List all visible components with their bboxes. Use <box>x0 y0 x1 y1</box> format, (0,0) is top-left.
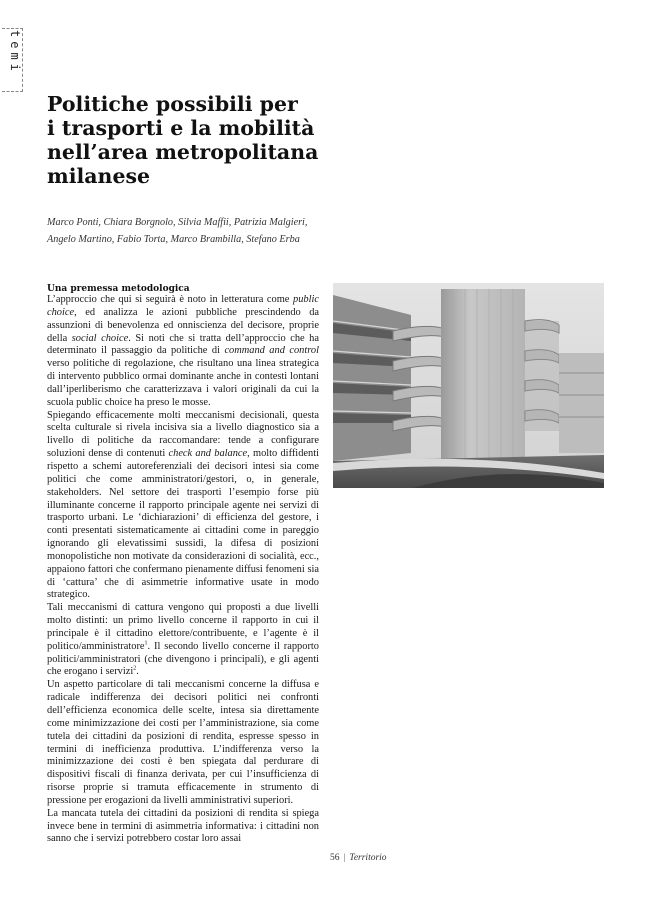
italic-term: check and balance <box>168 448 248 460</box>
title-line: nell’area metropolitana <box>47 140 319 164</box>
authors-line: Marco Ponti, Chiara Borgnolo, Silvia Maffii, Patrizia Malgieri, <box>47 217 308 228</box>
article-title <box>47 92 377 188</box>
photo-illustration <box>333 283 604 488</box>
text-run: . <box>136 666 139 678</box>
text-run: , ed analizza le azioni pubbliche prescindendo da assunzioni di benevolenza ed onniscienza del decisore, proprie della <box>47 306 319 344</box>
text-run: Un aspetto particolare di tali meccanismi concerne la diffusa e radicale indifferenza dei decisori politici nei confronti dell’efficienza economica delle scelte, intesa sia direttamente come minimizzazione dei costi per l’amministrazione, sia come tutela dei cittadini da posizioni di rendita, espresse spesso in termini di inefficienza produttiva. L’indifferenza verso la minimizzazione dei costi è ben spiegata dal perdurare di dispositivi fiscali di finanza derivata, per cui l’insufficienza di risorse proprie si tramuta efficacemente in strumento di pressione per erogazioni da livelli amministrativi superiori. <box>47 679 319 806</box>
text-run: Spiegando efficacemente molti meccanismi decisionali, questa scelta culturale si rivela incisiva sia a livello diagnostico sia a livello di politiche da raccomandare: tende a configurare soluzioni dense di contenuti <box>47 409 319 460</box>
authors <box>47 214 347 248</box>
title-line: i trasporti e la mobilità <box>47 116 315 140</box>
footnote-ref[interactable]: 1 <box>144 640 148 647</box>
footnote-ref[interactable]: 2 <box>133 666 137 672</box>
parking-garage-photo <box>333 283 604 488</box>
paragraph <box>47 410 319 603</box>
paragraph <box>47 679 319 807</box>
paragraph <box>47 808 319 847</box>
authors-line: Angelo Martino, Fabio Torta, Marco Brambilla, Stefano Erba <box>47 234 300 245</box>
magazine-name: Territorio <box>349 853 387 863</box>
paragraph <box>47 294 319 410</box>
paragraph <box>47 602 319 679</box>
page-number: 56 <box>330 853 340 863</box>
italic-term: command and control <box>224 345 319 357</box>
section-heading: Una premessa metodologica <box>47 284 190 294</box>
text-run: , molto diffidenti rispetto a schemi autoreferenziali dei decisori intesi sia come politici che come amministratori/gestori, o, in generale, stakeholders. Nel settore dei trasporti l’esempio forse più illuminante concerne il rapporto principale agente nei servizi di trasporto urbani. Le ‘dichiarazioni’ di efficienza del gestore, i conti presentati sistematicamente ai cittadini come in pareggio ignorando gli elevatissimi sussidi, la difesa di posizioni monopolistiche non motivate da considerazioni di socialità, ecc., appaiono fattori che confermano pienamente diffusi fenomeni sia di ‘cattura’ che di asimmetrie informative usate in modo strategico. <box>47 448 319 601</box>
text-run: L’approccio che qui si seguirà è noto in letteratura come <box>47 294 294 305</box>
italic-term: social choice <box>71 332 129 344</box>
page-footer <box>330 853 387 863</box>
text-run: . Si noti che si tratta dell’approccio che ha determinato il passaggio da politiche di <box>47 332 319 357</box>
body-text <box>47 294 319 846</box>
text-run: Tali meccanismi di cattura vengono qui proposti a due livelli molto distinti: un primo livello concerne il rapporto in cui il principale è il cittadino elettore/contribuente, e l’agente è il politico/amministratore <box>47 602 319 652</box>
section-tab: temi <box>8 30 22 75</box>
footer-separator: | <box>343 853 346 863</box>
text-run: . Il secondo livello concerne il rapporto politici/amministratori (che divengono i principali), e gli agenti che erogano i servizi <box>47 640 319 678</box>
text-run: verso politiche di regolazione, che risultano una linea strategica di intervento pubblico ormai dominante anche in contesti lontani dall’iperliberismo che caratterizzava i valori originali da cui la scuola public choice ha preso le mosse. <box>47 358 319 408</box>
italic-term: public choice <box>47 294 319 318</box>
title-line: Politiche possibili per <box>47 92 298 116</box>
title-line: milanese <box>47 164 151 188</box>
text-run: La mancata tutela dei cittadini da posizioni di rendita si spiega invece bene in termini di asimmetria informativa: i cittadini non sanno che i servizi potrebbero costar loro assai <box>47 807 319 845</box>
